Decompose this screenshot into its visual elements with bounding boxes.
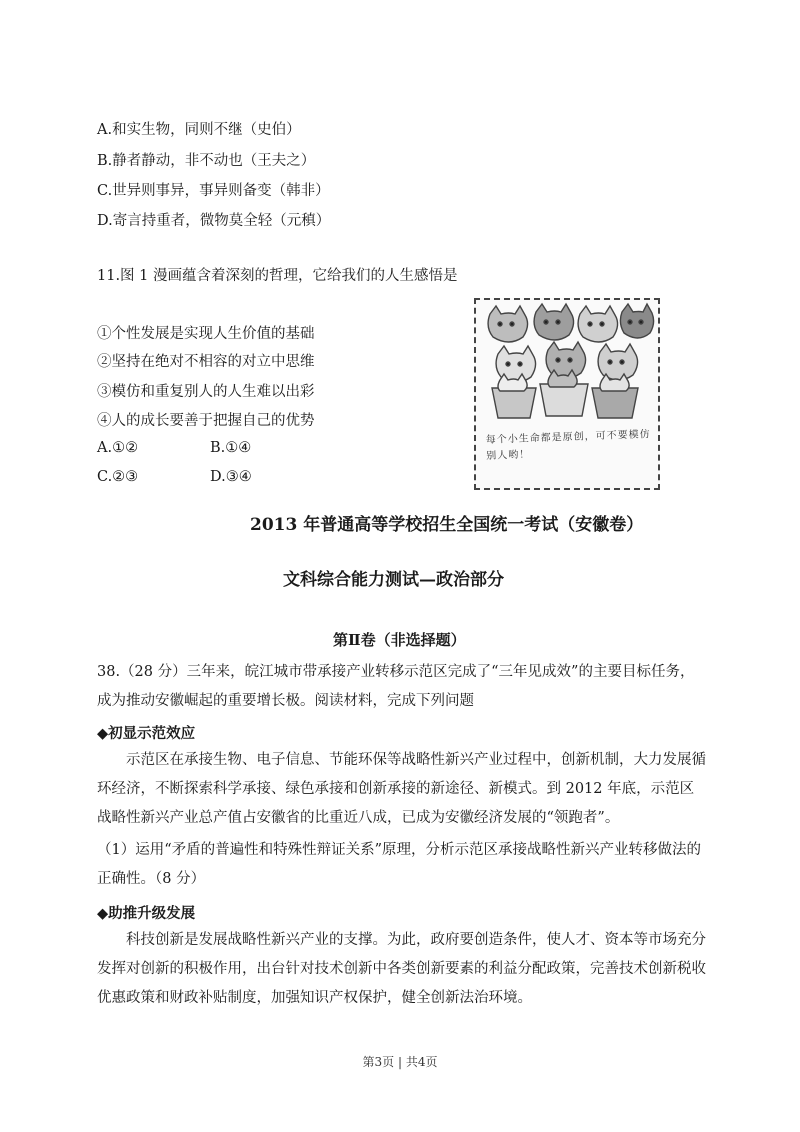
q10-option-d: D.寄言持重者，微物莫全轻（元稹）: [97, 213, 331, 229]
q11-item-2: ②坚持在绝对不相容的对立中思维: [97, 354, 315, 370]
cat-icon: [620, 304, 653, 338]
q38-part2-text: 科技创新是发展战略性新兴产业的支撑。为此，政府要创造条件，使人才、资本等市场充分发挥对创新的积极作用，出台针对技术创新中各类创新要素的利益分配政策，完善技术创新税收优惠政策和财政补贴制度，加强知识产权保护，健全创新法治环境。: [97, 932, 706, 1006]
cat-icon: [488, 306, 527, 342]
q10-option-c: C.世异则事异，事异则备变（韩非）: [97, 183, 330, 199]
q11-choice-d: D.③④: [210, 469, 252, 485]
q11-stem: 11.图 1 漫画蕴含着深刻的哲理，它给我们的人生感悟是: [97, 268, 458, 284]
q38-subquestion-1: （1）运用“矛盾的普遍性和特殊性辩证关系”原理，分析示范区承接战略性新兴产业转移做法的正确性。（8 分）: [97, 842, 702, 887]
q38-part1-text: 示范区在承接生物、电子信息、节能环保等战略性新兴产业过程中，创新机制，大力发展循环经济，不断探索科学承接、绿色承接和创新承接的新途径、新模式。到 2012 年底，示范区战略性新兴产业总产值占安徽省的比重近八成，已成为安徽经济发展的“领跑者”。: [97, 752, 706, 826]
cartoon-figure: [474, 298, 660, 490]
page-footer: 第3页 | 共4页: [362, 1055, 438, 1069]
cat-icon: [578, 306, 617, 342]
q11-item-4: ④人的成长要善于把握自己的优势: [97, 413, 315, 429]
cat-icon: [534, 304, 573, 340]
section-title: 第Ⅱ卷（非选择题）: [333, 631, 466, 649]
q11-item-3: ③模仿和重复别人的人生难以出彩: [97, 384, 315, 400]
exam-subtitle: 文科综合能力测试—政治部分: [283, 570, 504, 590]
q11-choice-c: C.②③: [97, 469, 139, 485]
q38-part2-heading: ◆助推升级发展: [97, 905, 196, 922]
exam-title: 2013 年普通高等学校招生全国统一考试（安徽卷）: [250, 515, 644, 535]
q38-intro: 38.（28 分）三年来，皖江城市带承接产业转移示范区完成了“三年见成效”的主要目标任务，成为推动安徽崛起的重要增长极。阅读材料，完成下列问题: [97, 664, 695, 709]
q11-choice-b: B.①④: [210, 440, 252, 456]
q11-item-1: ①个性发展是实现人生价值的基础: [97, 326, 315, 342]
q10-option-a: A.和实生物，同则不继（史伯）: [97, 122, 301, 138]
q10-option-b: B.静者静动，非不动也（王夫之）: [97, 153, 316, 169]
cat-icon: [598, 344, 637, 380]
cartoon-caption: 每个小生命都是原创，可不要模仿别人哟！: [485, 429, 651, 462]
q38-part1-heading: ◆初显示范效应: [97, 725, 196, 742]
q11-choice-a: A.①②: [97, 440, 139, 456]
